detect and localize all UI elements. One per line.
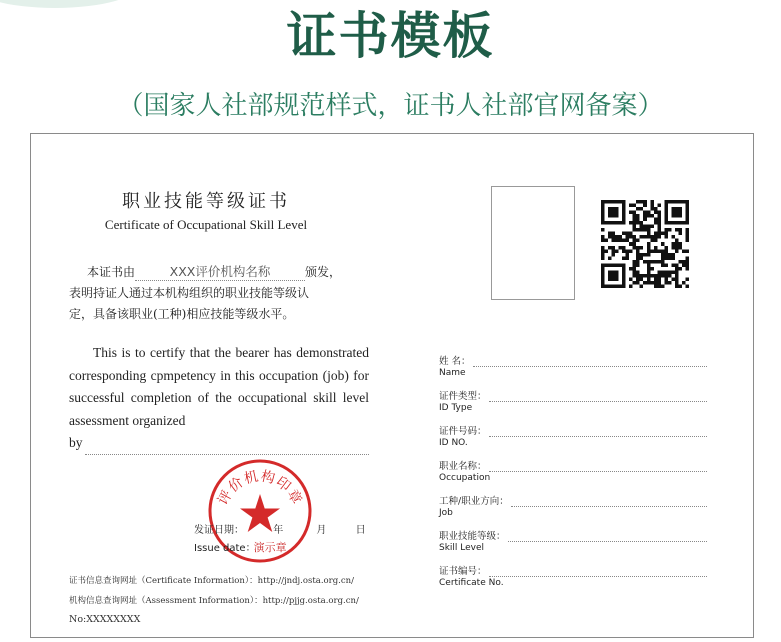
field-line: [489, 393, 707, 402]
body-cn-prefix: 本证书由: [87, 265, 136, 279]
field-skill-level: [439, 528, 707, 553]
field-label-cn: 证件号码：: [439, 426, 487, 437]
field-label-en: Occupation: [439, 473, 491, 483]
field-certificate-no: [439, 563, 707, 588]
issue-day: 日: [355, 525, 366, 536]
body-cn-line3: 定，具备该职业(工种)相应技能等级水平。: [69, 307, 295, 321]
certificate-info-url: 证书信息查询网址（Certificate Information）：http://jndj.osta.org.cn/: [69, 576, 354, 586]
issue-year: 年: [273, 525, 284, 536]
page-title: 证书模板: [286, 7, 495, 65]
certificate-body-cn: [69, 262, 369, 325]
field-line: [489, 568, 707, 577]
certificate-title-cn: 职业技能等级证书: [122, 191, 290, 212]
field-id-type: [439, 388, 707, 413]
field-name: [439, 353, 707, 378]
field-label-en: Certificate No.: [439, 578, 504, 588]
page-subtitle: （国家人社部规范样式，证书人社部官网备案）: [117, 91, 664, 121]
demo-stamp-mark: 演示章: [253, 541, 287, 554]
field-occupation: [439, 458, 707, 483]
body-cn-suffix: 颁发，: [305, 265, 342, 279]
field-line: [489, 463, 707, 472]
field-line: [511, 498, 707, 507]
certificate-body-en: [69, 342, 369, 455]
body-en-text: This is to certify that the bearer has demonstrated corresponding cpmpetency in this occupation (job) for successful completion of the occupational skill level assessment organized: [69, 345, 369, 428]
issue-date-cn-label: 发证日期：: [194, 525, 244, 536]
field-label-cn: 职业技能等级：: [439, 531, 506, 542]
org-name-placeholder: XXX评价机构名称: [135, 263, 305, 281]
body-cn-line2: 表明持证人通过本机构组织的职业技能等级认: [69, 286, 310, 300]
field-line: [473, 358, 707, 367]
body-en-by: by: [69, 435, 83, 450]
field-label-cn: 证书编号：: [439, 566, 487, 577]
field-label-cn: 证件类型：: [439, 391, 487, 402]
organizer-blank-line: [85, 440, 370, 455]
certificate-title-en: Certificate of Occupational Skill Level: [104, 217, 308, 232]
field-label-en: Name: [439, 368, 466, 378]
field-label-cn: 职业名称：: [439, 461, 487, 472]
photo-placeholder: [491, 186, 575, 300]
field-label-en: Job: [439, 508, 453, 518]
certificate-serial: No:XXXXXXXX: [69, 614, 141, 625]
field-label-cn: 工种/职业方向：: [439, 496, 509, 507]
field-label-cn: 姓 名：: [439, 356, 471, 367]
assessment-info-url: 机构信息查询网址（Assessment Information）：http://pjjg.osta.org.cn/: [69, 596, 359, 606]
qr-code-icon: [601, 200, 689, 288]
field-id-no: [439, 423, 707, 448]
seal-text: 评价机构印章: [215, 468, 305, 508]
certificate-card: [30, 133, 754, 638]
field-line: [508, 533, 707, 542]
issue-month: 月: [316, 525, 327, 536]
field-label-en: Skill Level: [439, 543, 485, 553]
field-job: [439, 493, 707, 518]
issue-date-en-label: Issue date：: [194, 543, 256, 554]
issue-date-en: [194, 539, 287, 555]
field-line: [489, 428, 707, 437]
issue-date-cn: [194, 521, 366, 536]
field-label-en: ID Type: [439, 403, 473, 413]
field-label-en: ID NO.: [439, 438, 468, 448]
